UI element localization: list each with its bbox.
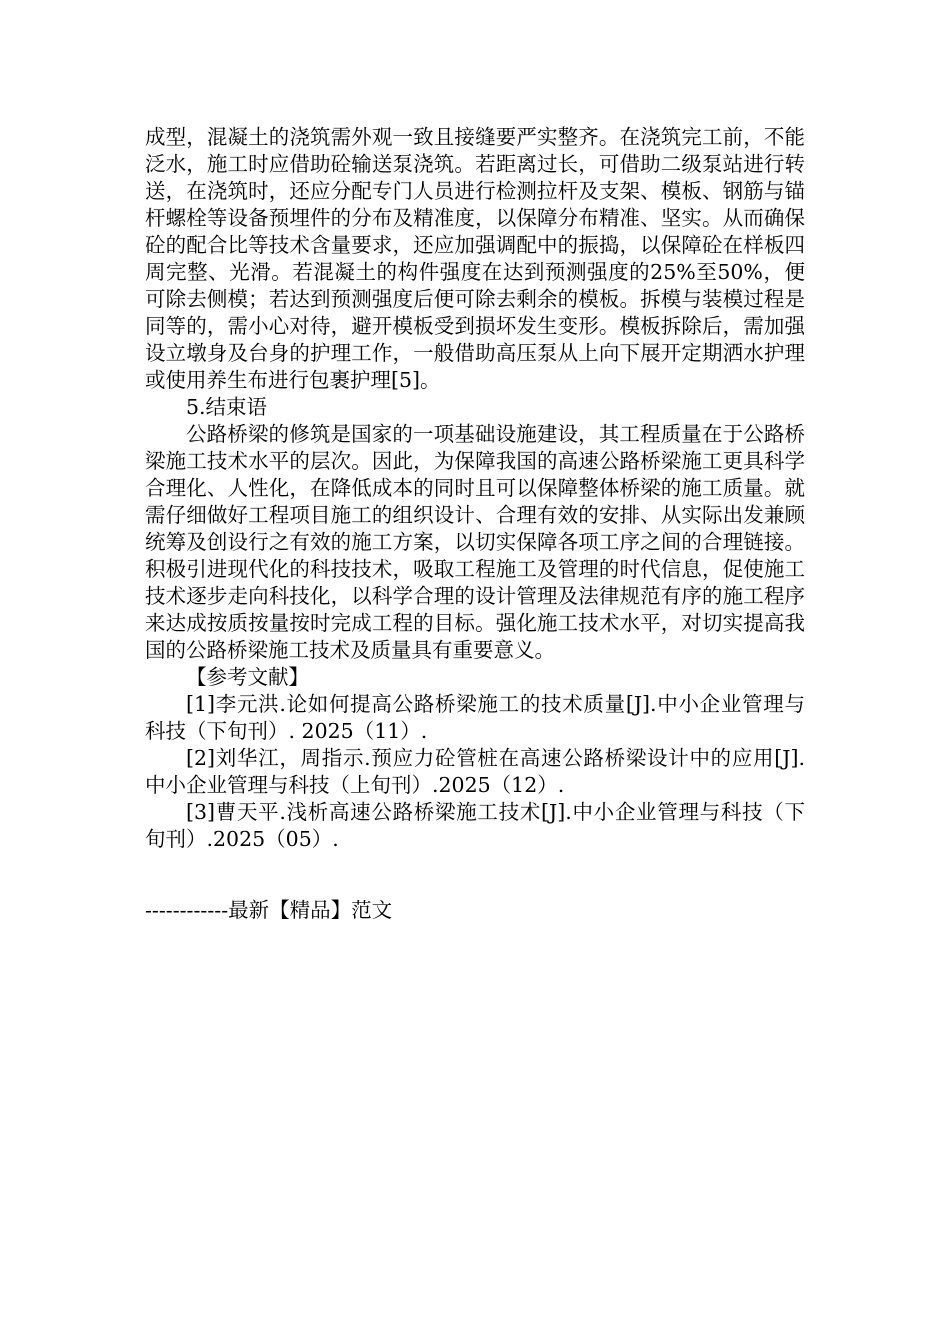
reference-item: [2]刘华江，周指示.预应力砼管桩在高速公路桥梁设计中的应用[J].中小企业管理与科技（上旬刊）.2025（12）. xyxy=(145,746,805,797)
footer-text: ------------最新【精品】范文 xyxy=(145,898,393,922)
reference-item: [3]曹天平.浅析高速公路桥梁施工技术[J].中小企业管理与科技（下旬刊）.2025（05）. xyxy=(145,800,805,851)
references-heading: 【参考文献】 xyxy=(186,665,309,689)
body-paragraph: 公路桥梁的修筑是国家的一项基础设施建设，其工程质量在于公路桥梁施工技术水平的层次。因此，为保障我国的高速公路桥梁施工更具科学合理化、人性化，在降低成本的同时且可以保障整体桥梁的施工质量。就需仔细做好工程项目施工的组织设计、合理有效的安排、从实际出发兼顾统筹及创设行之有效的施工方案，以切实保障各项工序之间的合理链接。积极引进现代化的科技技术，吸取工程施工及管理的时代信息，促使施工技术逐步走向科技化，以科学合理的设计管理及法律规范有序的施工程序来达成按质按量按时完成工程的目标。强化施工技术水平，对切实提高我国的公路桥梁施工技术及质量具有重要意义。 xyxy=(145,422,805,662)
document-body xyxy=(145,124,805,853)
reference-item: [1]李元洪.论如何提高公路桥梁施工的技术质量[J].中小企业管理与科技（下旬刊）. 2025（11）. xyxy=(145,692,805,743)
body-paragraph: 成型，混凝土的浇筑需外观一致且接缝要严实整齐。在浇筑完工前，不能泛水，施工时应借助砼输送泵浇筑。若距离过长，可借助二级泵站进行转送，在浇筑时，还应分配专门人员进行检测拉杆及支架、模板、钢筋与锚杆螺栓等设备预埋件的分布及精准度，以保障分布精准、坚实。从而确保砼的配合比等技术含量要求，还应加强调配中的振捣，以保障砼在样板四周完整、光滑。若混凝土的构件强度在达到预测强度的25%至50%，便可除去侧模；若达到预测强度后便可除去剩余的模板。拆模与装模过程是同等的，需小心对待，避开模板受到损坏发生变形。模板拆除后，需加强设立墩身及台身的护理工作，一般借助高压泵从上向下展开定期洒水护理或使用养生布进行包裹护理[5]。 xyxy=(145,125,805,392)
section-heading: 5.结束语 xyxy=(186,395,268,419)
